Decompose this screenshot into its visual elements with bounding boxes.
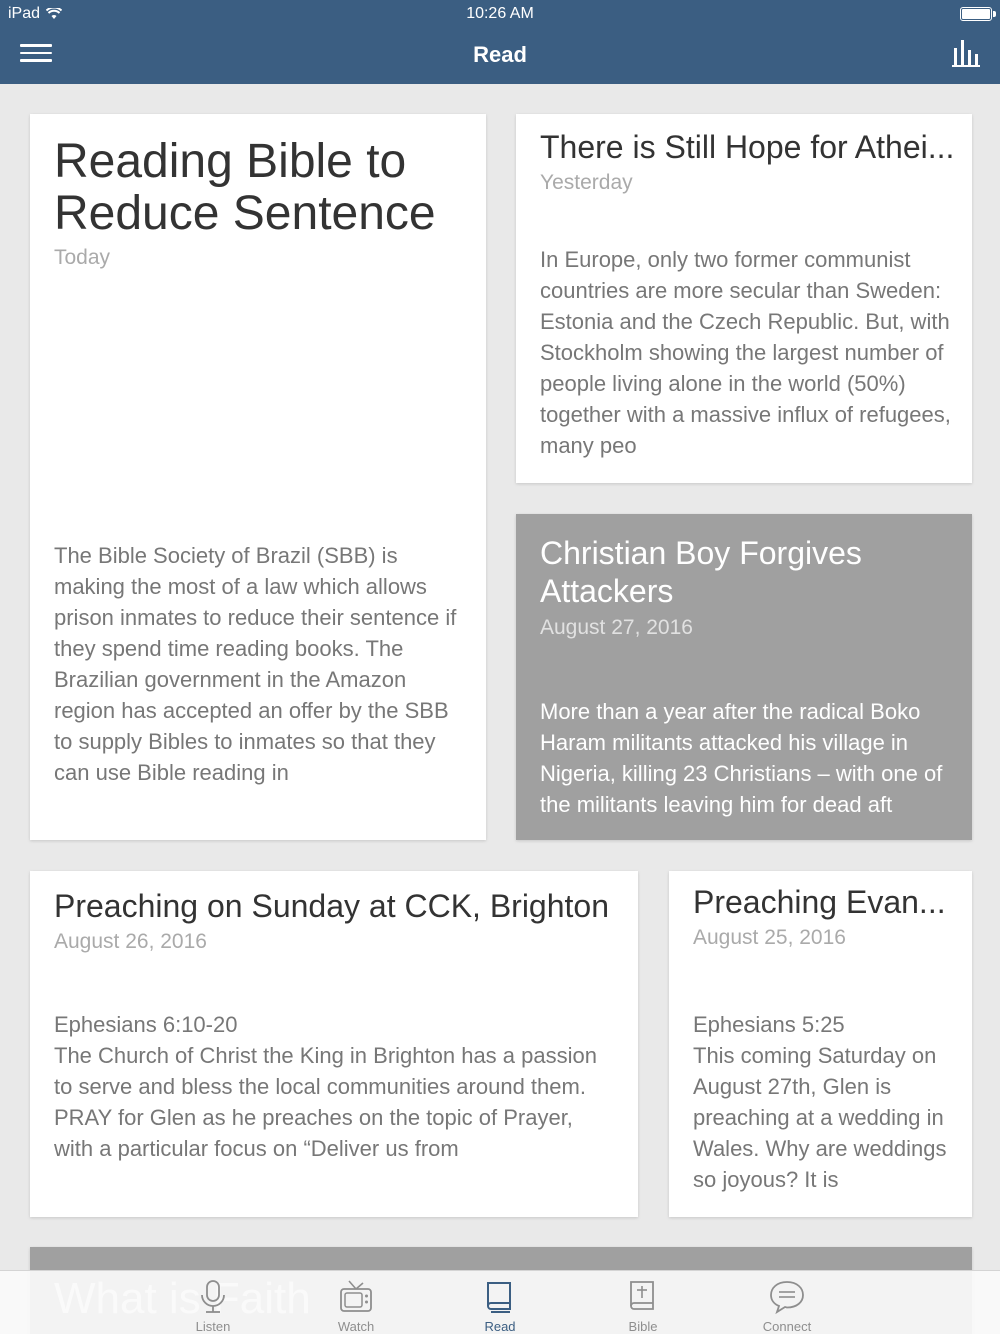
article-card-reading-bible[interactable] bbox=[30, 114, 486, 840]
article-card-christian-boy[interactable] bbox=[516, 514, 972, 840]
article-excerpt: More than a year after the radical Boko Haram militants attacked his village in Nigeria, killing 23 Christians – with one of the militants leaving him for dead aft bbox=[540, 699, 943, 817]
top-navigation-bar bbox=[0, 0, 1000, 84]
tab-listen[interactable] bbox=[163, 1277, 263, 1334]
article-excerpt: In Europe, only two former communist countries are more secular than Sweden: Estonia and the Czech Republic. But, with Stockholm showing the largest number of people living alone in the world (50%) together with a massive influx of refugees, many peo bbox=[540, 247, 951, 458]
page-title: Read bbox=[473, 42, 527, 67]
battery-icon bbox=[960, 7, 992, 21]
tab-label: Listen bbox=[195, 1319, 231, 1334]
tab-watch[interactable] bbox=[306, 1277, 406, 1334]
status-bar bbox=[0, 4, 1000, 24]
chat-bubble-icon bbox=[767, 1277, 807, 1317]
article-card-hope-atheists[interactable] bbox=[516, 114, 972, 483]
article-date: August 26, 2016 bbox=[54, 930, 207, 954]
book-icon bbox=[480, 1277, 520, 1317]
article-excerpt: The Bible Society of Brazil (SBB) is making the most of a law which allows prison inmates to reduce their sentence if they spend time reading books. The Brazilian government in the Amazon region has accepted an offer by the SBB to supply Bibles to inmates so that they can use Bible reading in bbox=[54, 543, 457, 785]
bible-icon bbox=[623, 1277, 663, 1317]
article-date: Today bbox=[54, 246, 111, 269]
tab-label: Read bbox=[484, 1319, 516, 1334]
tv-icon bbox=[336, 1277, 376, 1317]
status-time: 10:26 AM bbox=[466, 5, 534, 22]
text-fade bbox=[902, 1164, 952, 1195]
article-date: August 27, 2016 bbox=[540, 616, 693, 639]
article-card-preaching-evan[interactable] bbox=[669, 871, 972, 1217]
article-title: Christian Boy Forgives Attackers bbox=[540, 535, 862, 609]
carrier-label: iPad bbox=[8, 5, 41, 22]
tab-label: Connect bbox=[762, 1319, 812, 1334]
article-date: Yesterday bbox=[540, 171, 633, 195]
article-title: Preaching on Sunday at CCK, Brighton bbox=[54, 888, 609, 924]
tab-label: Bible bbox=[628, 1319, 658, 1334]
article-card-preaching-brighton[interactable] bbox=[30, 871, 638, 1217]
article-title: There is Still Hope for Athei... bbox=[540, 129, 955, 165]
text-fade bbox=[902, 789, 952, 820]
microphone-icon bbox=[193, 1277, 233, 1317]
tab-label: Watch bbox=[337, 1319, 375, 1334]
bar-chart-icon[interactable] bbox=[952, 38, 980, 68]
article-title: Reading Bible to Reduce Sentence bbox=[54, 135, 436, 240]
article-excerpt: Ephesians 5:25 This coming Saturday on August 27th, Glen is preaching at a wedding in Wales. Why are weddings so joyous? It is bbox=[693, 1012, 947, 1192]
text-fade bbox=[902, 429, 952, 460]
article-date: August 25, 2016 bbox=[693, 926, 846, 950]
tab-bible[interactable] bbox=[593, 1277, 693, 1334]
bottom-tab-bar bbox=[0, 1270, 1000, 1334]
article-title: Preaching Evan... bbox=[693, 884, 946, 920]
article-excerpt: Ephesians 6:10-20 The Church of Christ the King in Brighton has a passion to serve and bless the local communities around them. PRAY for Glen as he preaches on the topic of Prayer, with a particular focus on “Deliver us from bbox=[54, 1012, 597, 1161]
tab-connect[interactable] bbox=[737, 1277, 837, 1334]
tab-read[interactable] bbox=[450, 1277, 550, 1334]
